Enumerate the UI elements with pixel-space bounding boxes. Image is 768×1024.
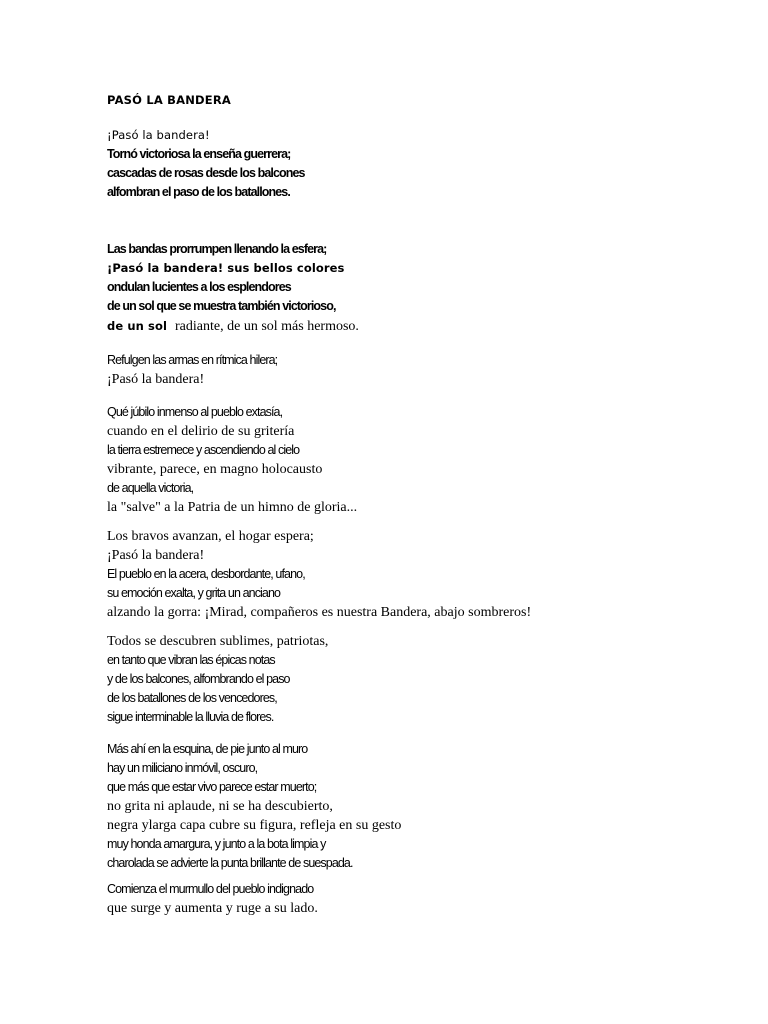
poem-line: no grita ni aplaude, ni se ha descubierto, [107, 799, 333, 814]
poem-line-mixed [107, 316, 359, 336]
poem-line: ¡Pasó la bandera! [107, 372, 205, 387]
poem-line: ondulan lucientes a los esplendores [107, 280, 291, 294]
stanza-1 [107, 126, 305, 202]
poem-line: negra ylarga capa cubre su figura, refleja en su gesto [107, 818, 402, 833]
poem-line-start: de un sol [107, 319, 168, 333]
poem-line: Las bandas prorrumpen llenando la esfera; [107, 242, 327, 256]
poem-line: sigue interminable la lluvia de flores. [107, 710, 274, 724]
stanza-5 [107, 527, 531, 622]
poem-line: hay un miliciano inmóvil, oscuro, [107, 761, 258, 775]
poem-line: Qué júbilo inmenso al pueblo extasía, [107, 405, 283, 419]
poem-line: que surge y aumenta y ruge a su lado. [107, 901, 318, 916]
poem-line-end: radiante, de un sol más hermoso. [175, 319, 359, 334]
poem-line: alzando la gorra: ¡Mirad, compañeros es nuestra Bandera, abajo sombreros! [107, 605, 532, 620]
poem-line: ¡Pasó la bandera! [107, 128, 210, 142]
stanza-6 [107, 632, 328, 727]
stanza-3 [107, 351, 277, 389]
stanza-7 [107, 740, 401, 873]
poem-line: la tierra estremece y ascendiendo al cielo [107, 443, 300, 457]
poem-line: de aquella victoria, [107, 481, 194, 495]
poem-line: vibrante, parece, en magno holocausto [107, 462, 323, 477]
stanza-8 [107, 880, 318, 918]
stanza-4 [107, 403, 357, 517]
poem-line: Todos se descubren sublimes, patriotas, [107, 634, 329, 649]
stanza-2 [107, 240, 359, 336]
poem-line: y de los balcones, alfombrando el paso [107, 672, 290, 686]
poem-line: en tanto que vibran las épicas notas [107, 653, 275, 667]
poem-line: Tornó victoriosa la enseña guerrera; [107, 147, 291, 161]
poem-title: PASÓ LA BANDERA [107, 93, 232, 107]
poem-line: ¡Pasó la bandera! [107, 548, 205, 563]
poem-line: de un sol que se muestra también victorioso, [107, 299, 336, 313]
poem-line: Comienza el murmullo del pueblo indignado [107, 882, 314, 896]
poem-line: Los bravos avanzan, el hogar espera; [107, 529, 314, 544]
poem-line: Refulgen las armas en rítmica hilera; [107, 353, 278, 367]
poem-line: El pueblo en la acera, desbordante, ufano, [107, 567, 305, 581]
poem-line: cuando en el delirio de su gritería [107, 424, 295, 439]
poem-line: Más ahí en la esquina, de pie junto al muro [107, 742, 308, 756]
poem-line: de los batallones de los vencedores, [107, 691, 277, 705]
poem-line: su emoción exalta, y grita un anciano [107, 586, 281, 600]
poem-line: la "salve" a la Patria de un himno de gloria... [107, 500, 358, 515]
poem-line: muy honda amargura, y junto a la bota limpia y [107, 837, 326, 851]
poem-line: que más que estar vivo parece estar muerto; [107, 780, 317, 794]
document-page [107, 0, 747, 1024]
poem-line: cascadas de rosas desde los balcones [107, 166, 305, 180]
poem-line: alfombran el paso de los batallones. [107, 185, 290, 199]
poem-line: charolada se advierte la punta brillante de suespada. [107, 856, 353, 870]
poem-line: ¡Pasó la bandera! sus bellos colores [107, 261, 345, 275]
